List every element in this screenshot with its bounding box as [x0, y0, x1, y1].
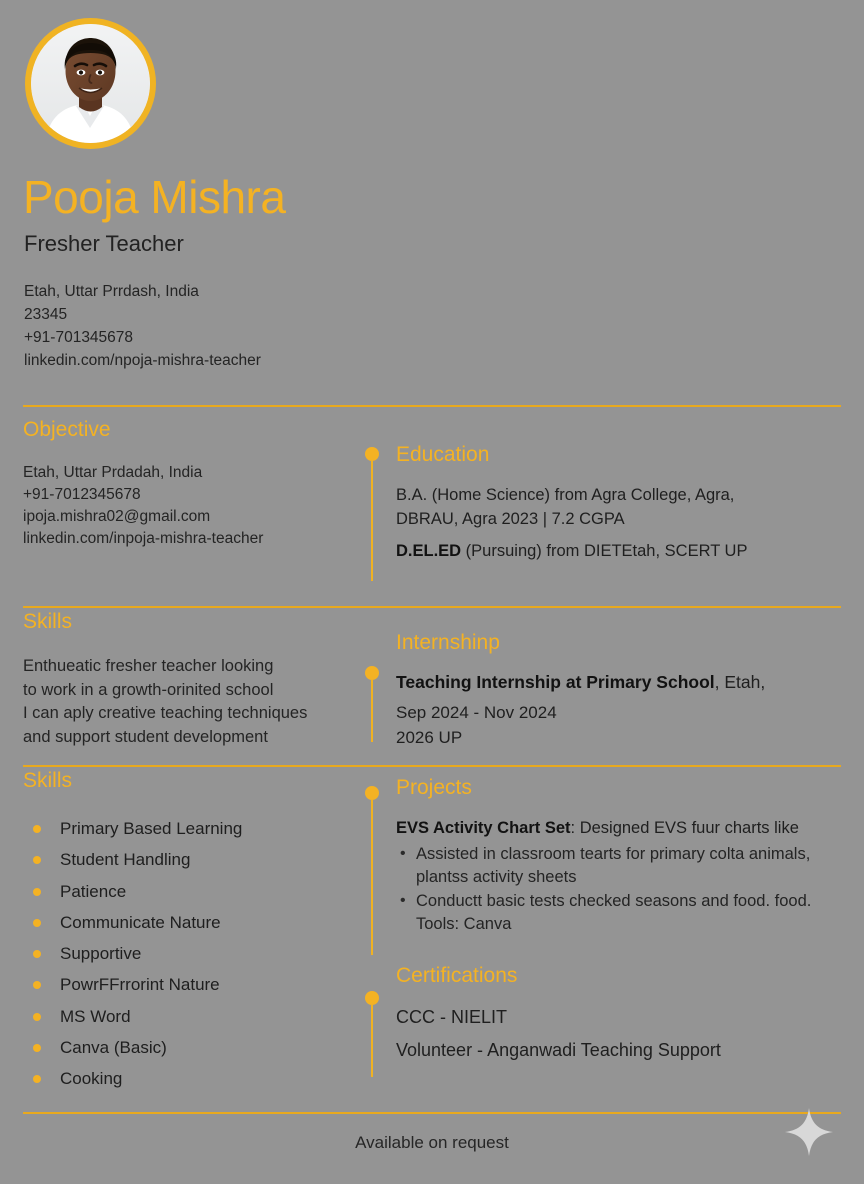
project-name: EVS Activity Chart Set: [396, 819, 571, 837]
internship-extra: 2026 UP: [396, 728, 463, 747]
list-item: Student Handling: [23, 844, 353, 875]
internship-role: Teaching Internship at Primary School: [396, 672, 715, 692]
certification-item-2: Volunteer - Anganwadi Teaching Support: [396, 1039, 721, 1060]
section-projects: [396, 777, 844, 937]
project-desc: : Designed EVS fuur charts like: [570, 819, 799, 837]
internship-location: , Etah,: [714, 672, 766, 692]
section-skills: [23, 770, 353, 1095]
objective-line-4: linkedin.com/inpoja-mishra-teacher: [23, 530, 264, 547]
timeline-stem: [371, 680, 374, 742]
objective-line-3: ipoja.mishra02@gmail.com: [23, 508, 211, 525]
divider-objective: [23, 405, 841, 407]
skills-list: [23, 813, 353, 1095]
contact-linkedin[interactable]: linkedin.com/npoja-mishra-teacher: [24, 352, 261, 369]
divider-summary: [23, 606, 841, 608]
list-item: PowrFFrrorint Nature: [23, 969, 353, 1000]
list-item: Supportive: [23, 938, 353, 969]
timeline-marker-education: [364, 447, 380, 581]
education-degree-detail: (Pursuing) from DIETEtah, SCERT UP: [461, 542, 748, 560]
section-title-certifications: Certifications: [396, 964, 518, 987]
education-degree: D.EL.ED: [396, 542, 462, 560]
list-item: Primary Based Learning: [23, 813, 353, 844]
list-item: Cooking: [23, 1063, 353, 1094]
list-item: Patience: [23, 876, 353, 907]
contact-phone: +91-701345678: [24, 329, 134, 346]
project-lead: [396, 817, 844, 841]
section-summary: [23, 611, 353, 749]
timeline-dot: [365, 447, 379, 461]
objective-line-1: Etah, Uttar Prdadah, India: [23, 464, 203, 481]
timeline-marker-internship: [364, 666, 380, 742]
projects-bullets: [396, 843, 844, 937]
summary-line-4: and support student development: [23, 727, 268, 746]
summary-line-1: Enthueatic fresher teacher looking: [23, 657, 274, 675]
summary-body: [23, 655, 353, 749]
timeline-dot: [365, 666, 379, 680]
objective-line-2: +91-7012345678: [23, 486, 141, 503]
divider-skills: [23, 765, 841, 767]
timeline-stem: [371, 1005, 374, 1077]
objective-body: [23, 462, 353, 550]
timeline-marker-projects: [364, 786, 380, 955]
education-entry-1: [396, 484, 844, 531]
footer-note: Available on request: [355, 1133, 509, 1152]
education-entry-2: [396, 540, 844, 564]
contact-block: [24, 280, 261, 372]
avatar: [25, 18, 156, 149]
list-item: MS Word: [23, 1001, 353, 1032]
summary-line-3: I can aply creative teaching techniques: [23, 704, 308, 722]
timeline-dot: [365, 991, 379, 1005]
section-title-objective: Objective: [23, 418, 111, 441]
internship-entry: [396, 671, 844, 695]
section-internship: [396, 632, 844, 750]
list-item: • Conductt basic tests checked seasons and food. food. Tools: Canva: [396, 890, 844, 937]
job-title: Fresher Teacher: [24, 231, 184, 256]
contact-location: Etah, Uttar Prrdash, India: [24, 283, 199, 300]
section-title-projects: Projects: [396, 776, 472, 799]
section-title-education: Education: [396, 443, 490, 466]
timeline-dot: [365, 786, 379, 800]
certification-item-1: CCC - NIELIT: [396, 1007, 508, 1027]
summary-line-2: to work in a growth-orinited school: [23, 680, 274, 699]
list-item: Canva (Basic): [23, 1032, 353, 1063]
section-education: [396, 444, 844, 564]
timeline-stem: [371, 800, 374, 955]
section-objective: [23, 419, 353, 550]
contact-postal: 23345: [24, 306, 68, 323]
section-title-skills: Skills: [23, 769, 73, 792]
divider-footer: [23, 1112, 841, 1114]
page-title: Pooja Mishra: [23, 171, 286, 223]
timeline-stem: [371, 461, 374, 581]
list-item: • Assisted in classroom tearts for primary colta animals, plantss activity sheets: [396, 843, 844, 890]
list-item: Communicate Nature: [23, 907, 353, 938]
internship-dates: Sep 2024 - Nov 2024: [396, 702, 557, 722]
education-line-2: DBRAU, Agra 2023 | 7.2 CGPA: [396, 509, 625, 528]
education-line-1: B.A. (Home Science) from Agra College, Agra,: [396, 486, 735, 504]
profile-photo: [31, 24, 150, 143]
section-title-internship: Internshinp: [396, 631, 500, 654]
section-title-summary: Skills: [23, 610, 73, 633]
timeline-marker-certifications: [364, 991, 380, 1077]
section-certifications: [396, 965, 844, 1062]
